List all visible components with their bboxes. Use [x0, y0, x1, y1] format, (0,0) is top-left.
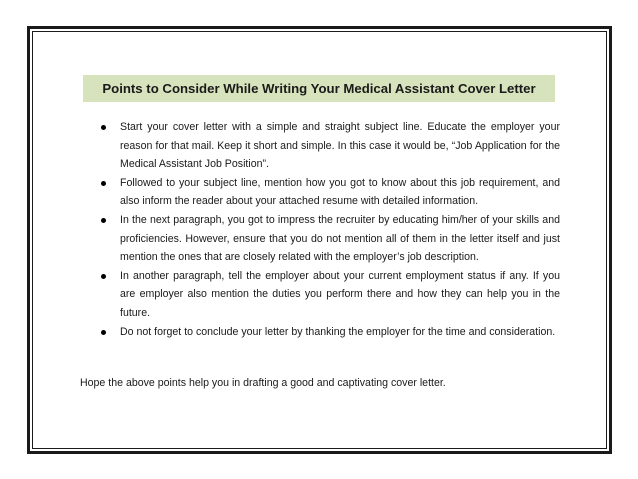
list-item: [80, 174, 560, 211]
bullet-icon: [101, 218, 106, 223]
title-band: [83, 75, 555, 102]
list-item: [80, 118, 560, 174]
bullet-text: Do not forget to conclude your letter by thanking the employer for the time and consideration.: [120, 325, 556, 338]
bullet-text: In another paragraph, tell the employer about your current employment status if any. If you are employer also mention the duties you perform there and how they can help you in the future.: [120, 269, 560, 319]
page-title: Points to Consider While Writing Your Medical Assistant Cover Letter: [102, 81, 536, 96]
bullet-text: Followed to your subject line, mention how you got to know about this job requirement, and also inform the reader about your attached resume with detailed information.: [120, 176, 560, 208]
bullet-icon: [101, 274, 106, 279]
list-item: [80, 211, 560, 267]
closing-paragraph: Hope the above points help you in drafting a good and captivating cover letter.: [80, 377, 446, 389]
bullet-text: In the next paragraph, you got to impress the recruiter by educating him/her of your skills and proficiencies. However, ensure that you do not mention all of them in the letter itself and just mention the ones that are closely related with the employer’s job description.: [120, 213, 560, 264]
bullet-icon: [101, 125, 106, 130]
bullet-icon: [101, 181, 106, 186]
bullet-list: [80, 118, 560, 341]
bullet-text: Start your cover letter with a simple and straight subject line. Educate the employer your reason for that mail. Keep it short and simple. In this case it would be, “Job Application for the Medical Assistant Job Position”.: [120, 121, 560, 171]
list-item: [80, 267, 560, 323]
list-item: [80, 323, 560, 342]
bullet-icon: [101, 330, 106, 335]
